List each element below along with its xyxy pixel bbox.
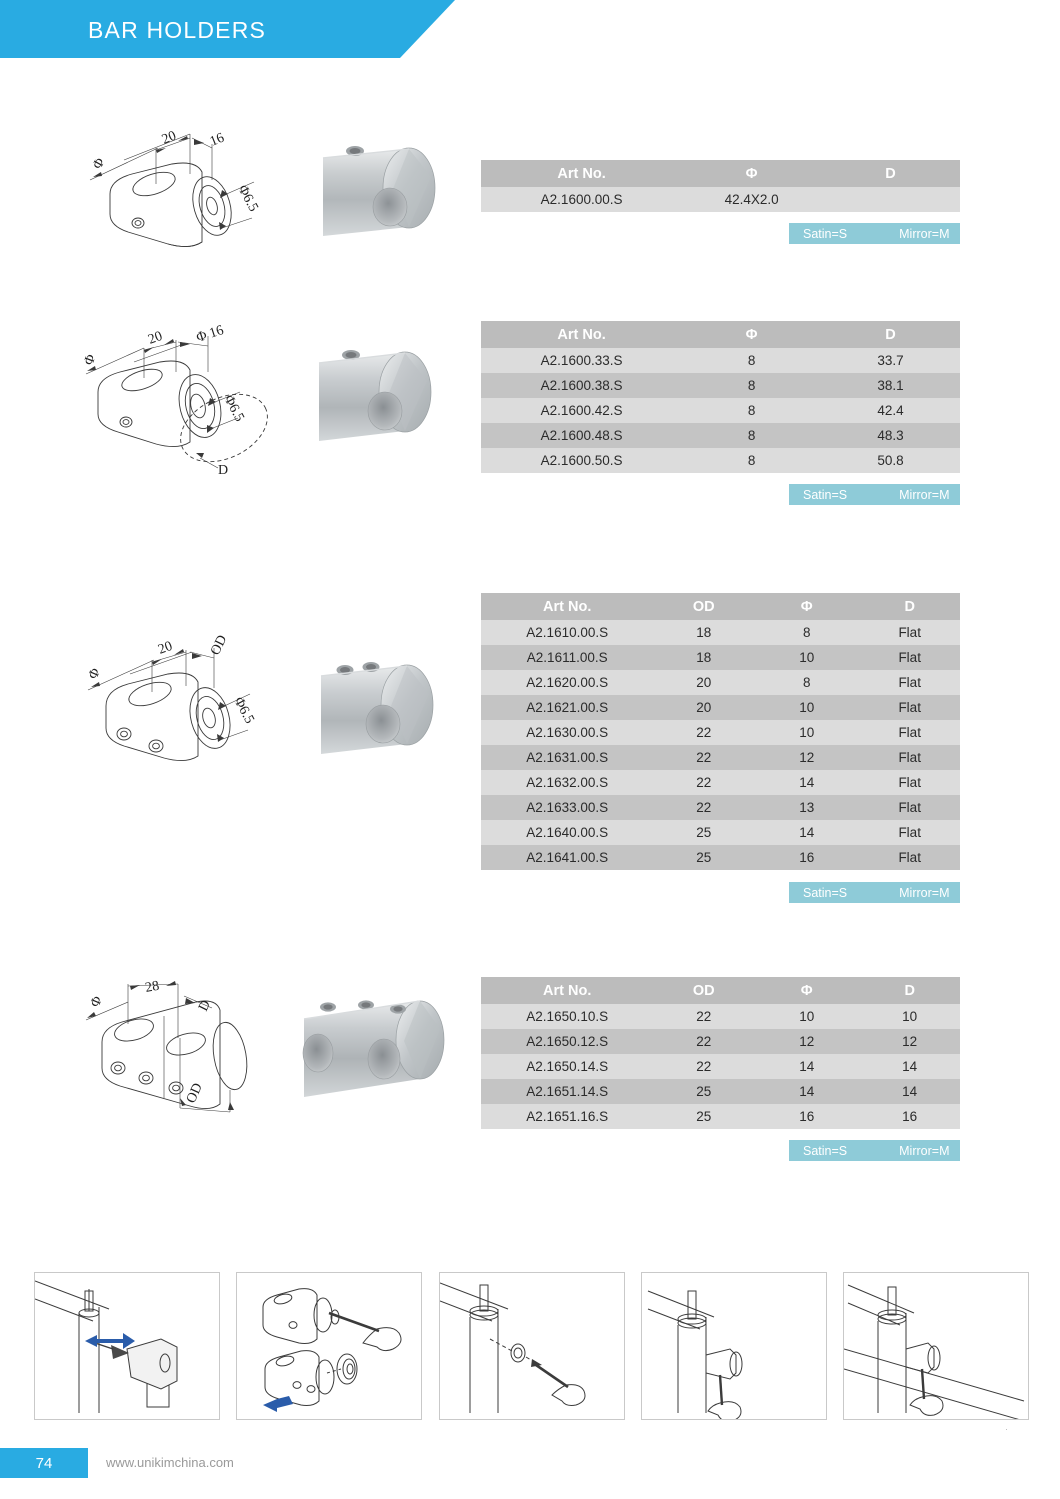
table-row (481, 620, 960, 645)
finish-mirror-label: Mirror=M (899, 1143, 950, 1158)
cell-d (821, 187, 960, 212)
finish-note-2 (789, 484, 960, 505)
cell-phi: 10 (754, 720, 859, 745)
table-header-row (481, 593, 960, 620)
table-row (481, 187, 960, 212)
finish-mirror-label: Mirror=M (899, 487, 950, 502)
cell-phi: 8 (682, 373, 821, 398)
table-row (481, 795, 960, 820)
spec-table-1 (481, 160, 960, 212)
cell-od: 22 (653, 745, 754, 770)
install-step-insert-bar (843, 1272, 1029, 1420)
table-row (481, 373, 960, 398)
table-row (481, 695, 960, 720)
cell-od: 25 (653, 1104, 754, 1129)
cell-art-no: A2.1651.16.S (481, 1104, 653, 1129)
finish-satin-label: Satin=S (803, 226, 848, 241)
dim-label-phi65: Φ6.5 (230, 694, 257, 727)
dim-label-phi65: Φ6.5 (220, 392, 247, 425)
cell-d: 38.1 (821, 373, 960, 398)
cell-od: 20 (653, 695, 754, 720)
column-header-phi: Φ (682, 321, 821, 348)
cell-art-no: A2.1600.42.S (481, 398, 682, 423)
dim-label-phi65: Φ6.5 (234, 182, 261, 215)
finish-mirror-label: Mirror=M (899, 885, 950, 900)
cell-d: Flat (859, 720, 960, 745)
table-row (481, 845, 960, 870)
page-number: 74 (0, 1448, 88, 1478)
spec-table-2 (481, 321, 960, 473)
table-header-row (481, 321, 960, 348)
install-step-drill-post (34, 1272, 220, 1420)
column-header-d: D (859, 977, 960, 1004)
product-photo-3 (305, 648, 465, 763)
technical-drawing-3 (72, 628, 282, 763)
cell-art-no: A2.1621.00.S (481, 695, 653, 720)
footer-tick-mark: · (1005, 1424, 1008, 1434)
column-header-od: OD (653, 593, 754, 620)
dim-label-phi: Φ (81, 352, 100, 368)
cell-d: 12 (859, 1029, 960, 1054)
cell-d: Flat (859, 695, 960, 720)
cell-d: 48.3 (821, 423, 960, 448)
table-row (481, 745, 960, 770)
table-header-row (481, 160, 960, 187)
finish-satin-label: Satin=S (803, 885, 848, 900)
column-header-d: D (859, 593, 960, 620)
installation-steps-row (34, 1272, 1029, 1420)
finish-note-4 (789, 1140, 960, 1161)
table-row (481, 645, 960, 670)
cell-phi: 8 (682, 423, 821, 448)
column-header-d: D (821, 160, 960, 187)
cell-d: 14 (859, 1054, 960, 1079)
column-header-od: OD (653, 977, 754, 1004)
cell-d: Flat (859, 645, 960, 670)
cell-phi: 16 (754, 845, 859, 870)
cell-od: 22 (653, 1029, 754, 1054)
cell-phi: 16 (754, 1104, 859, 1129)
cell-phi: 14 (754, 1054, 859, 1079)
cell-phi: 8 (754, 670, 859, 695)
cell-art-no: A2.1640.00.S (481, 820, 653, 845)
cell-od: 22 (653, 720, 754, 745)
product-photo-2 (305, 335, 465, 450)
column-header-d: D (821, 321, 960, 348)
table-row (481, 398, 960, 423)
cell-art-no: A2.1611.00.S (481, 645, 653, 670)
cell-art-no: A2.1610.00.S (481, 620, 653, 645)
cell-phi: 10 (754, 645, 859, 670)
cell-od: 18 (653, 645, 754, 670)
cell-od: 25 (653, 845, 754, 870)
cell-d: Flat (859, 795, 960, 820)
table-row (481, 1004, 960, 1029)
column-header-art-no: Art No. (481, 321, 682, 348)
cell-art-no: A2.1632.00.S (481, 770, 653, 795)
dim-label-phi: Φ (87, 994, 106, 1010)
spec-table-4 (481, 977, 960, 1129)
technical-drawing-4 (72, 972, 282, 1117)
cell-d: 50.8 (821, 448, 960, 473)
finish-satin-label: Satin=S (803, 487, 848, 502)
cell-d: 10 (859, 1004, 960, 1029)
dim-label-20: 20 (146, 328, 165, 348)
cell-art-no: A2.1600.00.S (481, 187, 682, 212)
cell-art-no: A2.1600.38.S (481, 373, 682, 398)
cell-od: 22 (653, 1054, 754, 1079)
dim-label-28: 28 (144, 978, 161, 996)
cell-od: 22 (653, 795, 754, 820)
table-row (481, 1079, 960, 1104)
dim-label-phi: Φ (85, 666, 104, 682)
cell-art-no: A2.1630.00.S (481, 720, 653, 745)
dim-label-20: 20 (159, 128, 179, 148)
page-title: BAR HOLDERS (88, 17, 267, 43)
column-header-phi: Φ (682, 160, 821, 187)
product-photo-1 (305, 133, 465, 248)
cell-art-no: A2.1600.50.S (481, 448, 682, 473)
cell-phi: 8 (682, 348, 821, 373)
product-photo-4 (292, 985, 472, 1105)
cell-d: Flat (859, 845, 960, 870)
table-row (481, 720, 960, 745)
column-header-art-no: Art No. (481, 593, 653, 620)
cell-art-no: A2.1631.00.S (481, 745, 653, 770)
finish-note-1 (789, 223, 960, 244)
cell-d: Flat (859, 820, 960, 845)
dim-label-d: D (196, 998, 215, 1014)
cell-art-no: A2.1650.10.S (481, 1004, 653, 1029)
cell-art-no: A2.1600.33.S (481, 348, 682, 373)
technical-drawing-1 (72, 122, 282, 252)
cell-art-no: A2.1633.00.S (481, 795, 653, 820)
install-step-assemble-holder (236, 1272, 422, 1420)
cell-phi: 14 (754, 820, 859, 845)
cell-d: 42.4 (821, 398, 960, 423)
table-row (481, 770, 960, 795)
spec-table-3 (481, 593, 960, 870)
cell-phi: 8 (754, 620, 859, 645)
cell-od: 20 (653, 670, 754, 695)
cell-phi: 8 (682, 398, 821, 423)
footer-website-url: www.unikimchina.com (106, 1455, 234, 1470)
finish-mirror-label: Mirror=M (899, 226, 950, 241)
table-row (481, 1054, 960, 1079)
table-row (481, 820, 960, 845)
cell-d: Flat (859, 670, 960, 695)
table-row (481, 348, 960, 373)
cell-d: 33.7 (821, 348, 960, 373)
cell-d: Flat (859, 620, 960, 645)
cell-phi: 14 (754, 770, 859, 795)
column-header-phi: Φ (754, 593, 859, 620)
cell-art-no: A2.1620.00.S (481, 670, 653, 695)
dim-label-d: D (218, 463, 229, 478)
install-step-insert-screw (439, 1272, 625, 1420)
cell-phi: 12 (754, 1029, 859, 1054)
table-row (481, 448, 960, 473)
cell-art-no: A2.1600.48.S (481, 423, 682, 448)
table-header-row (481, 977, 960, 1004)
technical-drawing-2 (72, 318, 287, 478)
cell-d: 16 (859, 1104, 960, 1129)
cell-phi: 14 (754, 1079, 859, 1104)
dim-label-20: 20 (156, 638, 175, 658)
cell-phi: 8 (682, 448, 821, 473)
cell-od: 25 (653, 820, 754, 845)
cell-art-no: A2.1641.00.S (481, 845, 653, 870)
column-header-phi: Φ (754, 977, 859, 1004)
cell-od: 22 (653, 1004, 754, 1029)
column-header-art-no: Art No. (481, 160, 682, 187)
column-header-art-no: Art No. (481, 977, 653, 1004)
cell-od: 22 (653, 770, 754, 795)
cell-art-no: A2.1650.14.S (481, 1054, 653, 1079)
dim-label-phi16: Φ 16 (194, 322, 226, 346)
cell-d: Flat (859, 745, 960, 770)
cell-phi: 10 (754, 1004, 859, 1029)
cell-phi: 42.4X2.0 (682, 187, 821, 212)
cell-od: 18 (653, 620, 754, 645)
cell-phi: 13 (754, 795, 859, 820)
install-step-mount-holder (641, 1272, 827, 1420)
table-row (481, 1104, 960, 1129)
cell-art-no: A2.1650.12.S (481, 1029, 653, 1054)
dim-label-phi: Φ (90, 155, 109, 172)
table-row (481, 670, 960, 695)
dim-label-od: OD (183, 1081, 206, 1106)
cell-od: 25 (653, 1079, 754, 1104)
dim-label-od: OD (208, 632, 231, 658)
table-row (481, 1029, 960, 1054)
table-row (481, 423, 960, 448)
cell-phi: 10 (754, 695, 859, 720)
cell-phi: 12 (754, 745, 859, 770)
finish-note-3 (789, 882, 960, 903)
cell-d: Flat (859, 770, 960, 795)
dim-label-16: 16 (207, 130, 227, 150)
cell-d: 14 (859, 1079, 960, 1104)
finish-satin-label: Satin=S (803, 1143, 848, 1158)
cell-art-no: A2.1651.14.S (481, 1079, 653, 1104)
